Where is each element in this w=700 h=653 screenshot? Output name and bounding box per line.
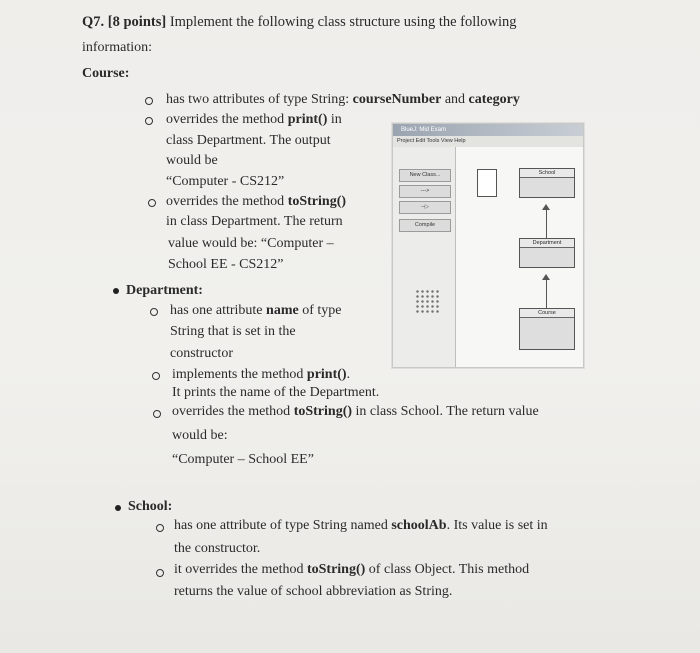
bullet-icon <box>115 505 121 511</box>
bullet-icon <box>153 410 161 418</box>
class-box-course[interactable]: Course <box>519 308 575 350</box>
bullet-icon <box>156 569 164 577</box>
inherit-arrow-line <box>546 210 547 238</box>
bullet-icon <box>152 372 160 380</box>
uses-arrow-button[interactable]: ---> <box>399 185 451 198</box>
bullet-icon <box>145 117 153 125</box>
inherit-arrow-head-icon <box>542 204 550 210</box>
school-heading: School: <box>128 499 173 514</box>
inherit-arrow-head-icon <box>542 274 550 280</box>
bluej-screenshot <box>392 123 584 368</box>
course-heading: Course: <box>82 66 130 81</box>
inherit-arrow-line <box>546 280 547 308</box>
school-item-1-line2: the constructor. <box>174 541 261 556</box>
course-item-2-line1: overrides the method print() in <box>166 112 342 127</box>
department-item-1-line1: has one attribute name of type <box>170 303 342 318</box>
bluej-machine-icon <box>415 289 439 313</box>
course-item-3-line2: in class Department. The return <box>166 214 343 229</box>
department-item-1-line2: String that is set in the <box>170 324 296 339</box>
readme-icon <box>477 169 497 197</box>
bluej-sidebar <box>393 147 456 367</box>
question-header: Q7. [8 points] Implement the following class structure using the following <box>82 14 517 30</box>
course-item-2-line2: class Department. The output <box>166 133 331 148</box>
class-box-department[interactable]: Department <box>519 238 575 268</box>
school-item-2-line1: it overrides the method toString() of class Object. This method <box>174 562 530 577</box>
bluej-title-bar: BlueJ: Mid Exam <box>393 124 583 136</box>
school-item-2-line2: returns the value of school abbreviation as String. <box>174 584 453 599</box>
department-item-2-line2: It prints the name of the Department. <box>172 385 380 400</box>
course-item-3-line1: overrides the method toString() <box>166 194 347 209</box>
bullet-icon <box>156 524 164 532</box>
department-item-2-line1: implements the method print(). <box>172 367 351 382</box>
department-item-3-line3: “Computer – School EE” <box>172 452 314 467</box>
question-intro-line2: information: <box>82 40 152 55</box>
department-item-3-line1: overrides the method toString() in class School. The return value <box>172 404 539 419</box>
course-item-1: has two attributes of type String: courseNumber and category <box>166 92 520 107</box>
inherits-arrow-button[interactable]: --▷ <box>399 201 451 214</box>
bullet-icon <box>148 199 156 207</box>
department-heading: Department: <box>126 283 203 298</box>
bullet-icon <box>113 288 119 294</box>
class-box-school[interactable]: School <box>519 168 575 198</box>
department-item-3-line2: would be: <box>172 428 228 443</box>
course-item-2-line4: “Computer - CS212” <box>166 174 285 189</box>
course-item-2-line3: would be <box>166 153 218 168</box>
department-item-1-line3: constructor <box>170 346 233 361</box>
compile-button[interactable]: Compile <box>399 219 451 232</box>
bullet-icon <box>145 97 153 105</box>
bluej-menu-bar: Project Edit Tools View Help <box>393 136 583 147</box>
bullet-icon <box>150 308 158 316</box>
school-item-1-line1: has one attribute of type String named schoolAb. Its value is set in <box>174 518 548 533</box>
course-item-3-line3: value would be: “Computer – <box>168 236 334 251</box>
new-class-button[interactable]: New Class... <box>399 169 451 182</box>
course-item-3-line4: School EE - CS212” <box>168 257 284 272</box>
